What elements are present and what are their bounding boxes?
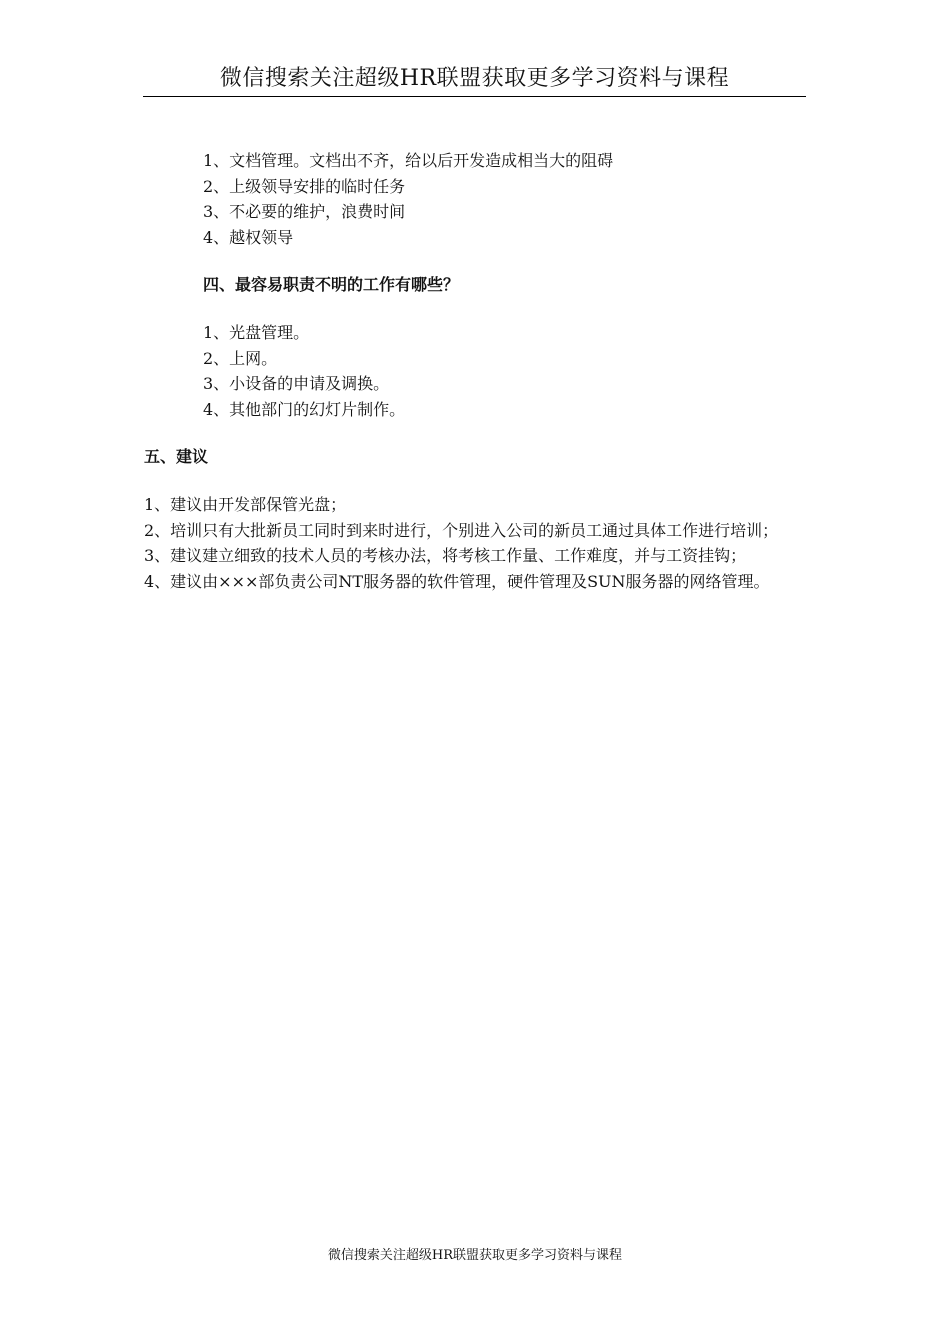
- list-item: 3、建议建立细致的技术人员的考核办法，将考核工作量、工作难度，并与工资挂钩；: [144, 546, 747, 565]
- list-item: 4、建议由×××部负责公司NT服务器的软件管理，硬件管理及SUN服务器的网络管理。: [144, 571, 770, 591]
- list-item: 1、文档管理。文档出不齐，给以后开发造成相当大的阻碍: [203, 151, 614, 170]
- list-item: 2、上级领导安排的临时任务: [203, 176, 406, 196]
- list-item: 3、不必要的维护，浪费时间: [203, 202, 406, 221]
- page-footer: 微信搜索关注超级HR联盟获取更多学习资料与课程: [327, 1248, 623, 1263]
- section4-heading: 四、最容易职责不明的工作有哪些？: [203, 275, 460, 294]
- section4-list: [203, 320, 803, 422]
- list-item: 1、建议由开发部保管光盘；: [144, 495, 347, 514]
- section3-list: [203, 148, 803, 250]
- page-header: 微信搜索关注超级HR联盟获取更多学习资料与课程: [143, 64, 806, 97]
- list-item: 1、光盘管理。: [203, 323, 310, 342]
- list-item: 4、越权领导: [203, 227, 294, 247]
- list-item: 2、培训只有大批新员工同时到来时进行，个别进入公司的新员工通过具体工作进行培训；: [144, 520, 779, 540]
- list-item: 2、上网。: [203, 348, 278, 368]
- list-item: 3、小设备的申请及调换。: [203, 374, 390, 393]
- section5-heading: 五、建议: [144, 447, 209, 466]
- section5-list: [144, 492, 806, 594]
- list-item: 4、其他部门的幻灯片制作。: [203, 399, 406, 419]
